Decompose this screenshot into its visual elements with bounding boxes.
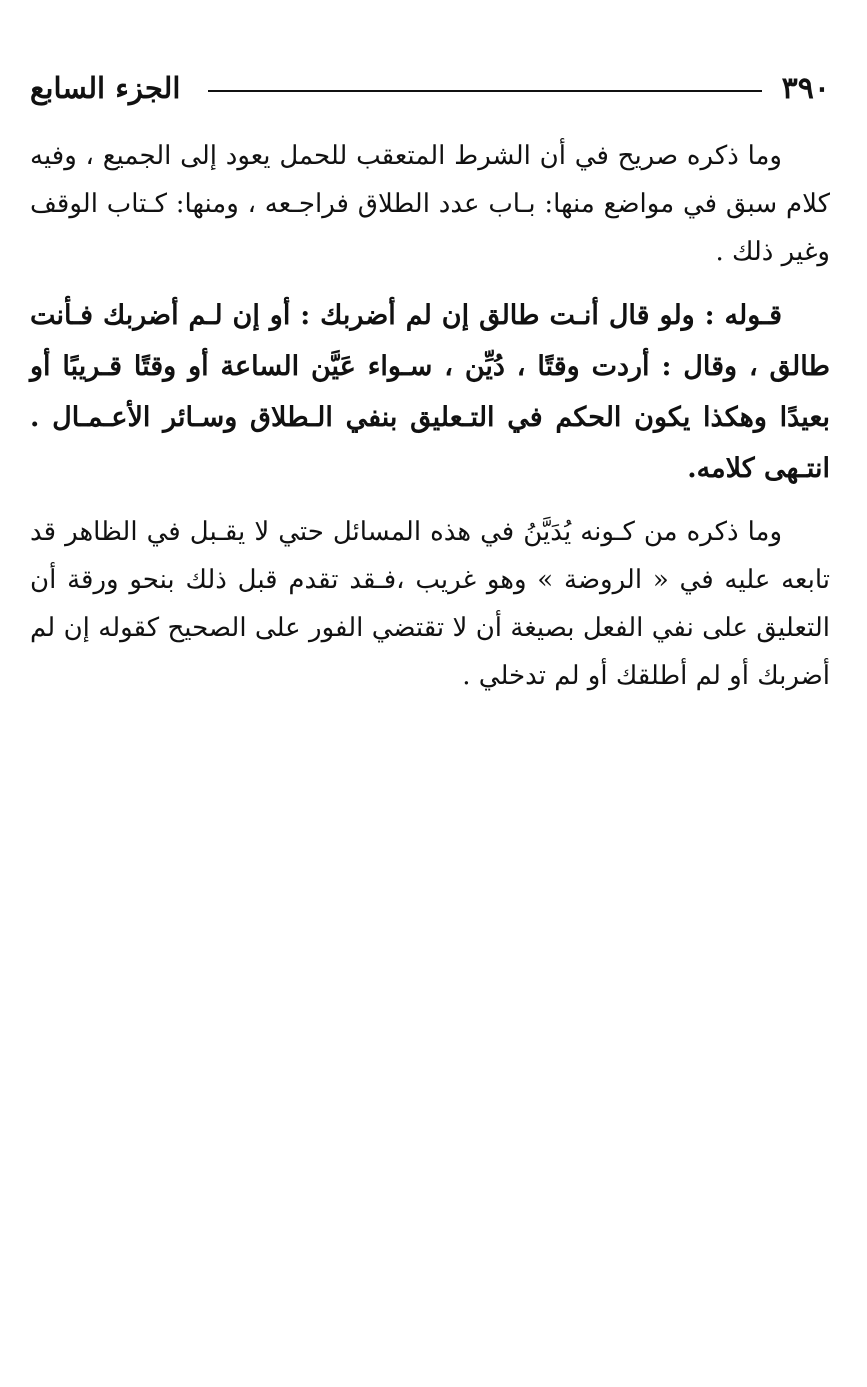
page-number: ٣٩٠ xyxy=(781,70,830,106)
paragraph-commentary-2: وما ذكره من كـونه يُدَيَّنُ في هذه المسائل حتي لا يقـبل في الظاهر قد تابعه عليه في « الروضة » وهو غريب ،فـقد تقدم قبل ذلك بنحو ورقة أن التعليق على نفي الفعل بصيغة أن لا تقتضي الفور على الصحيح كقوله إن لم أضربك أو لم أطلقك أو لم تدخلي . xyxy=(30,517,830,691)
page-header xyxy=(30,66,830,110)
header-rule xyxy=(208,90,761,92)
running-title: الجزء السابع xyxy=(30,71,181,105)
paragraph-quoted-text: قـوله : ولو قال أنـت طالق إن لم أضربك : أو إن لـم أضربك فـأنت طالق ، وقال : أردت وقتًا ، دُيِّن ، سـواء عَيَّن الساعة أو وقتًا قـريبًا أو بعيدًا وهكذا يكون الحكم في التـعليق بنفي الـطلاق وسـائر الأعـمـال . انتـهى كلامه. xyxy=(30,300,830,484)
paragraph-commentary-1: وما ذكره صريح في أن الشرط المتعقب للحمل يعود إلى الجميع ، وفيه كلام سبق في مواضع منها: بـاب عدد الطلاق فراجـعه ، ومنها: كـتاب الوقف وغير ذلك . xyxy=(30,141,830,267)
page-body xyxy=(30,132,830,714)
